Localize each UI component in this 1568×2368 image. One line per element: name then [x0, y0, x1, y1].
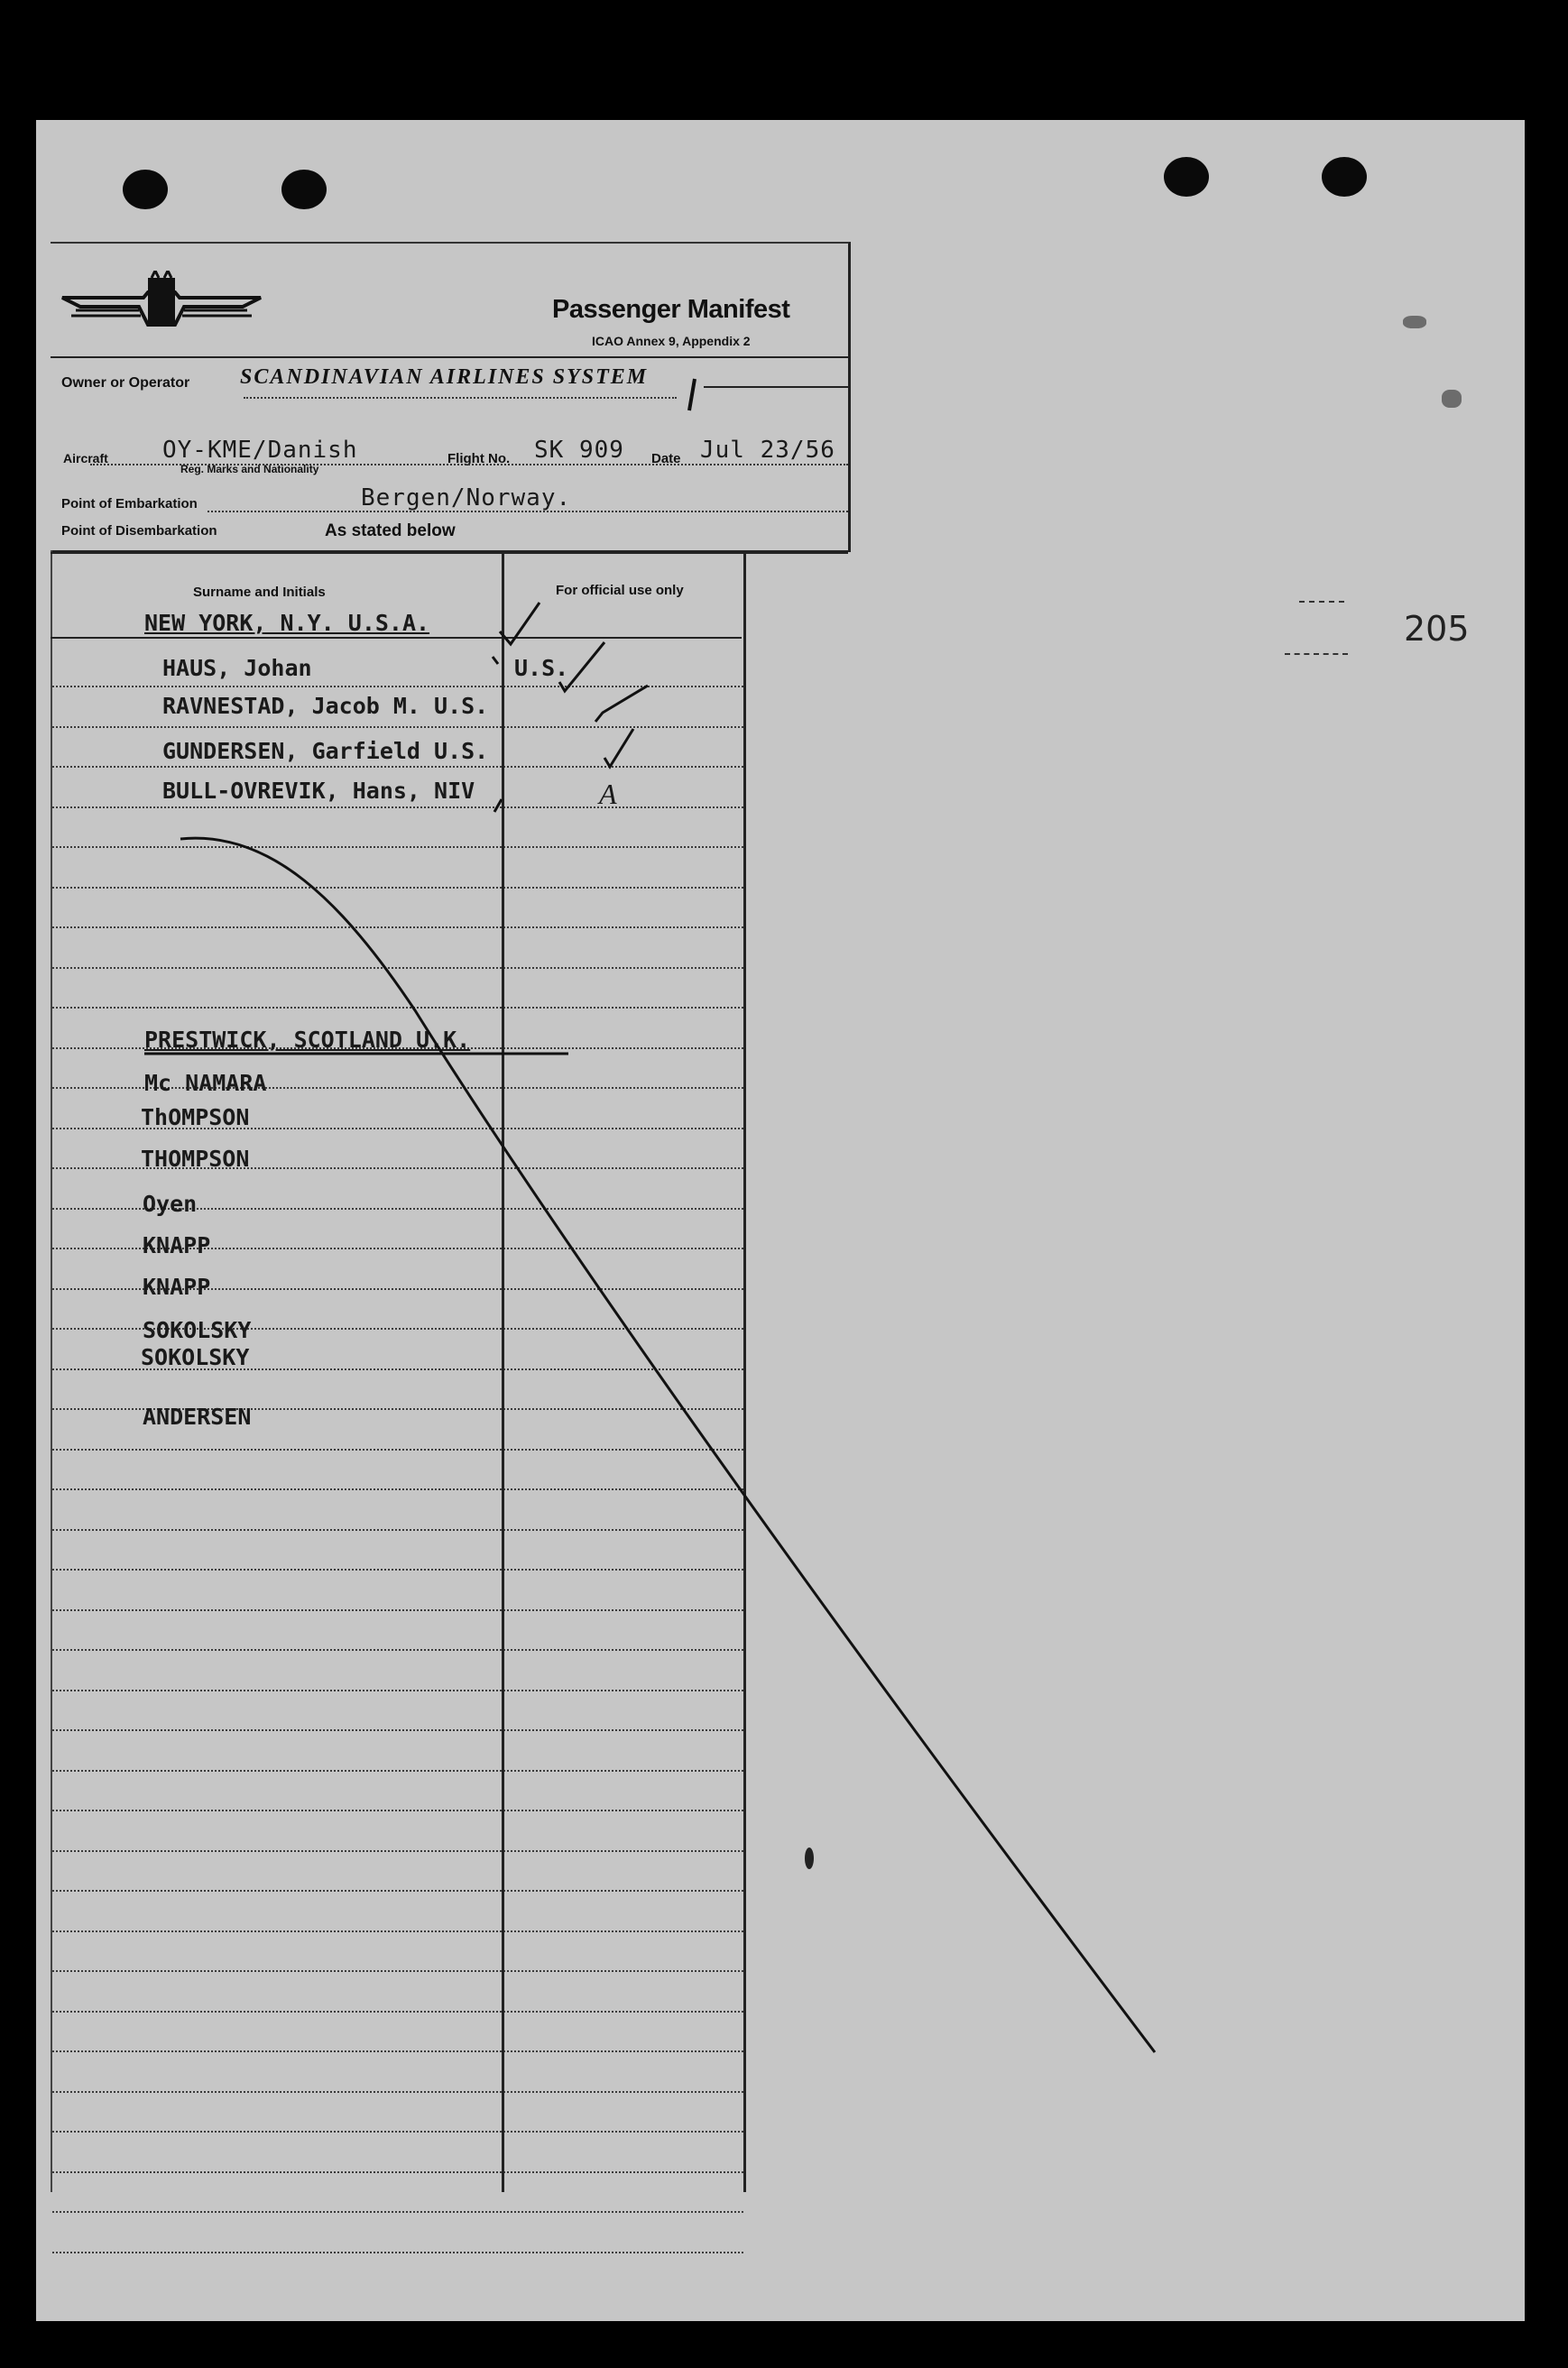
punch-hole	[281, 170, 327, 209]
table-row	[52, 2091, 743, 2093]
table-row	[52, 2050, 743, 2052]
table-row	[52, 1970, 743, 1972]
table-row	[52, 726, 743, 728]
punch-hole	[123, 170, 168, 209]
margin-mark	[1285, 653, 1348, 655]
table-row	[52, 926, 743, 928]
ink-smudge	[1442, 390, 1462, 408]
table-row	[52, 2252, 743, 2253]
table-row	[52, 846, 743, 848]
punch-hole	[1322, 157, 1367, 197]
date-value: Jul 23/56	[700, 437, 835, 464]
table-row	[52, 1729, 743, 1731]
official-note: U.S.	[514, 655, 569, 681]
table-row	[52, 766, 743, 768]
passenger-entry: RAVNESTAD, Jacob M. U.S.	[162, 693, 489, 719]
table-row	[52, 967, 743, 969]
passenger-entry: Mc NAMARA	[144, 1070, 267, 1096]
passenger-entry: ANDERSEN	[143, 1404, 252, 1430]
date-label: Date	[651, 451, 681, 466]
table-row	[52, 806, 743, 808]
page-number: 205	[1404, 609, 1470, 649]
table-row	[52, 1609, 743, 1611]
passenger-entry: THOMPSON	[141, 1146, 250, 1172]
passenger-entry: GUNDERSEN, Garfield U.S.	[162, 738, 489, 764]
margin-mark	[1299, 601, 1344, 603]
embarkation-line	[208, 511, 848, 512]
passenger-entry: HAUS, Johan	[162, 655, 312, 681]
embarkation-value: Bergen/Norway.	[361, 484, 572, 511]
airline-logo-icon	[58, 271, 265, 343]
aircraft-label: Aircraft	[63, 451, 108, 465]
table-row	[52, 1569, 743, 1571]
destination-heading: PRESTWICK, SCOTLAND U.K.	[144, 1027, 471, 1053]
table-row	[52, 2131, 743, 2133]
table-row	[52, 1529, 743, 1531]
ink-smudge	[1403, 316, 1426, 328]
aircraft-caption: Reg. Marks and Nationality	[180, 463, 319, 475]
table-row	[52, 1488, 743, 1490]
table-row	[52, 2211, 743, 2213]
table-row	[52, 1449, 743, 1451]
table-row	[52, 1810, 743, 1811]
header-divider	[51, 356, 848, 358]
passenger-entry: SOKOLSKY	[141, 1344, 250, 1370]
table-row	[52, 1690, 743, 1691]
disembarkation-label: Point of Disembarkation	[61, 523, 217, 539]
table-row	[52, 1649, 743, 1651]
passenger-entry: KNAPP	[143, 1274, 211, 1300]
table-row	[52, 2171, 743, 2173]
table-row	[52, 686, 743, 687]
column-divider	[502, 550, 504, 2192]
names-column-header: Surname and Initials	[193, 585, 326, 600]
aircraft-line	[90, 464, 848, 465]
official-note: A	[599, 778, 617, 810]
table-row	[52, 1930, 743, 1932]
owner-line	[244, 397, 677, 399]
owner-value: SCANDINAVIAN AIRLINES SYSTEM	[240, 365, 649, 389]
embarkation-label: Point of Embarkation	[61, 496, 198, 511]
aircraft-value: OY-KME/Danish	[162, 437, 358, 464]
disembarkation-value: As stated below	[325, 521, 456, 540]
form-subtitle: ICAO Annex 9, Appendix 2	[592, 334, 751, 348]
table-row	[52, 887, 743, 889]
official-column-header: For official use only	[556, 583, 684, 598]
flight-label: Flight No.	[447, 451, 511, 466]
table-row	[52, 1770, 743, 1772]
table-head-bottom	[51, 637, 742, 639]
table-row	[52, 2011, 743, 2013]
table-row	[52, 1890, 743, 1892]
flight-value: SK 909	[534, 437, 624, 464]
table-row	[52, 1007, 743, 1009]
form-title: Passenger Manifest	[552, 295, 790, 324]
passenger-entry: Oyen	[143, 1191, 198, 1217]
table-row	[52, 1850, 743, 1852]
passenger-entry: ThOMPSON	[141, 1104, 250, 1130]
owner-line-right	[704, 386, 848, 388]
passenger-entry: KNAPP	[143, 1232, 211, 1258]
punch-hole	[1164, 157, 1209, 197]
destination-heading: NEW YORK, N.Y. U.S.A.	[144, 610, 430, 636]
passenger-entry: BULL-OVREVIK, Hans, NIV	[162, 778, 475, 804]
passenger-entry: SOKOLSKY	[143, 1317, 252, 1343]
owner-label: Owner or Operator	[61, 375, 190, 391]
table-head-rule	[51, 552, 848, 554]
